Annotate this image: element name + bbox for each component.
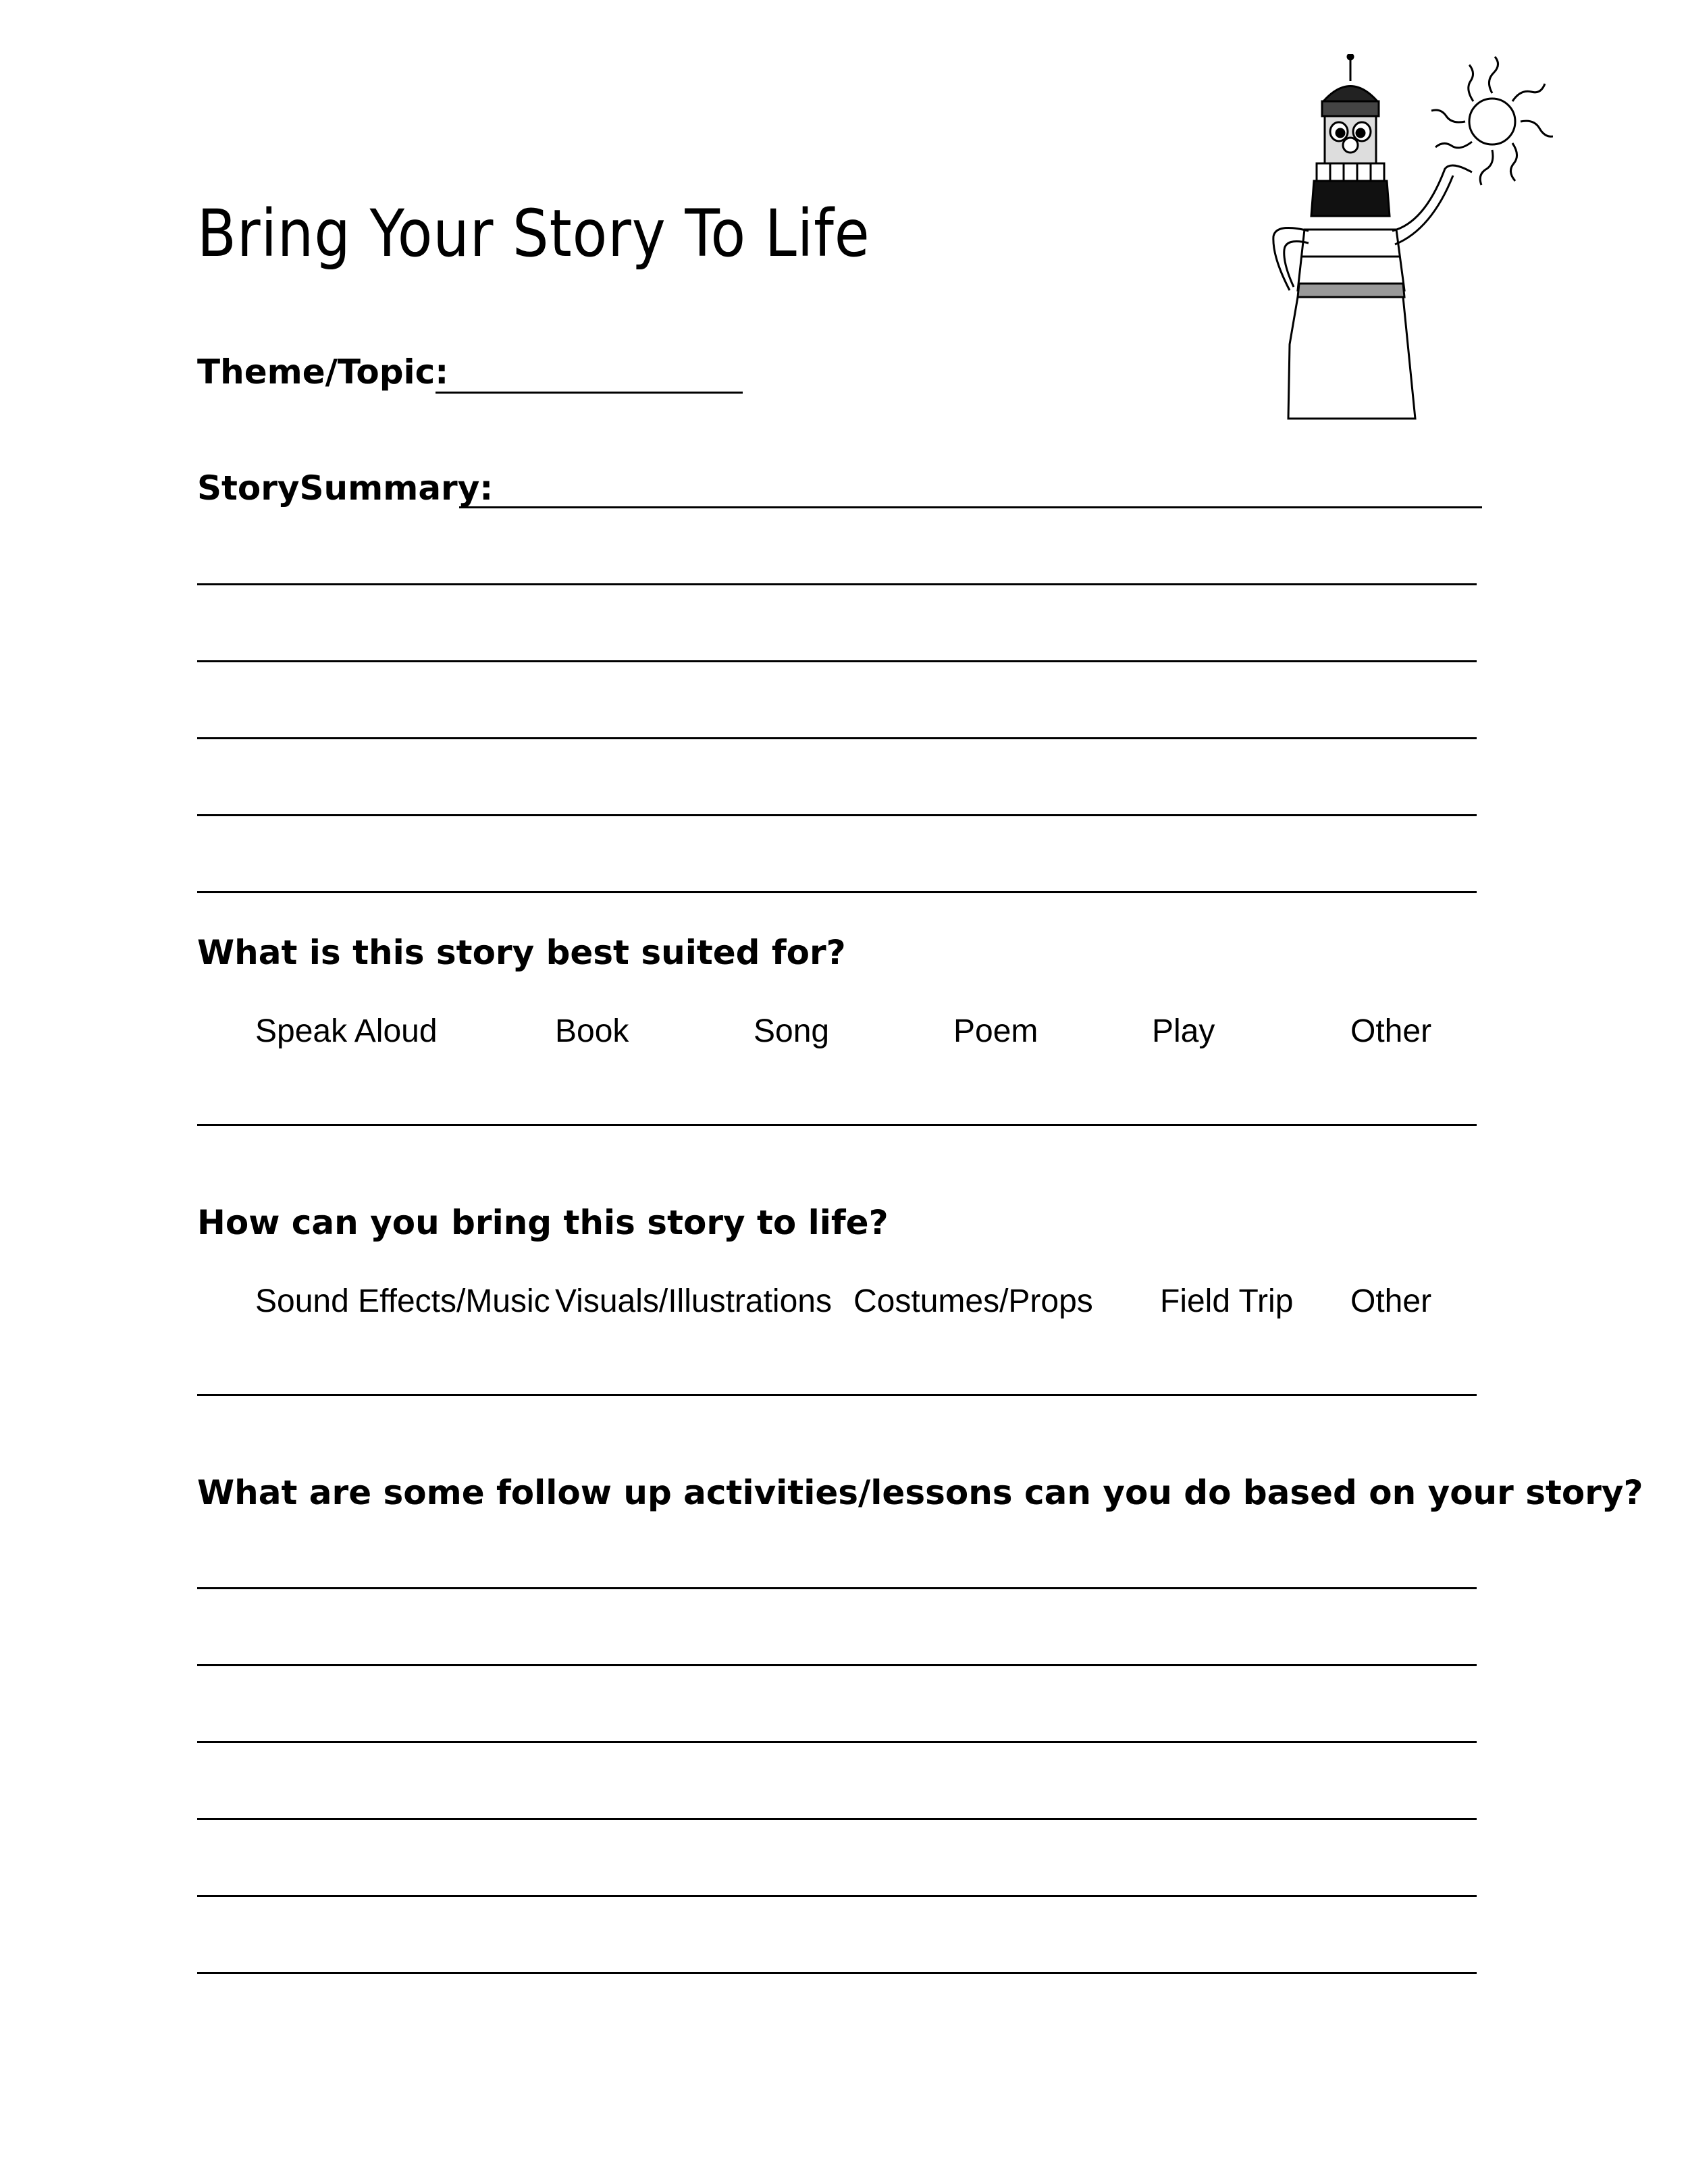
follow-up-answer-line[interactable] [197,1741,1477,1743]
story-summary-answer-line[interactable] [459,506,1482,508]
option-poem[interactable]: Poem [953,1013,1038,1049]
option-sound-effects-music[interactable]: Sound Effects/Music [255,1283,550,1319]
suited-for-answer-line[interactable] [197,1124,1477,1126]
story-summary-answer-line[interactable] [197,583,1477,585]
option-visuals-illustrations[interactable]: Visuals/Illustrations [555,1283,832,1319]
option-costumes-props[interactable]: Costumes/Props [853,1283,1093,1319]
story-summary-answer-line[interactable] [197,660,1477,662]
lighthouse-mascot-illustration [1269,54,1553,432]
follow-up-answer-line[interactable] [197,1664,1477,1666]
follow-up-answer-line[interactable] [197,1895,1477,1897]
suited-for-question: What is this story best suited for? [197,933,846,972]
bring-to-life-question: How can you bring this story to life? [197,1203,889,1242]
option-play[interactable]: Play [1152,1013,1215,1049]
theme-topic-answer-line[interactable] [436,392,743,394]
follow-up-answer-line[interactable] [197,1587,1477,1589]
page-title: Bring Your Story To Life [197,196,870,271]
story-summary-answer-line[interactable] [197,814,1477,816]
theme-topic-label: Theme/Topic: [197,352,449,392]
bring-to-life-answer-line[interactable] [197,1394,1477,1396]
follow-up-answer-line[interactable] [197,1818,1477,1820]
follow-up-answer-line[interactable] [197,1972,1477,1974]
story-summary-answer-line[interactable] [197,737,1477,739]
option-other[interactable]: Other [1350,1013,1432,1049]
option-song[interactable]: Song [754,1013,830,1049]
story-summary-answer-line[interactable] [197,891,1477,893]
story-summary-label: StorySummary: [197,469,494,508]
follow-up-question: What are some follow up activities/lessons can you do based on your story? [197,1473,1643,1512]
option-field-trip[interactable]: Field Trip [1160,1283,1294,1319]
option-book[interactable]: Book [555,1013,629,1049]
option-other[interactable]: Other [1350,1283,1432,1319]
option-speak-aloud[interactable]: Speak Aloud [255,1013,438,1049]
